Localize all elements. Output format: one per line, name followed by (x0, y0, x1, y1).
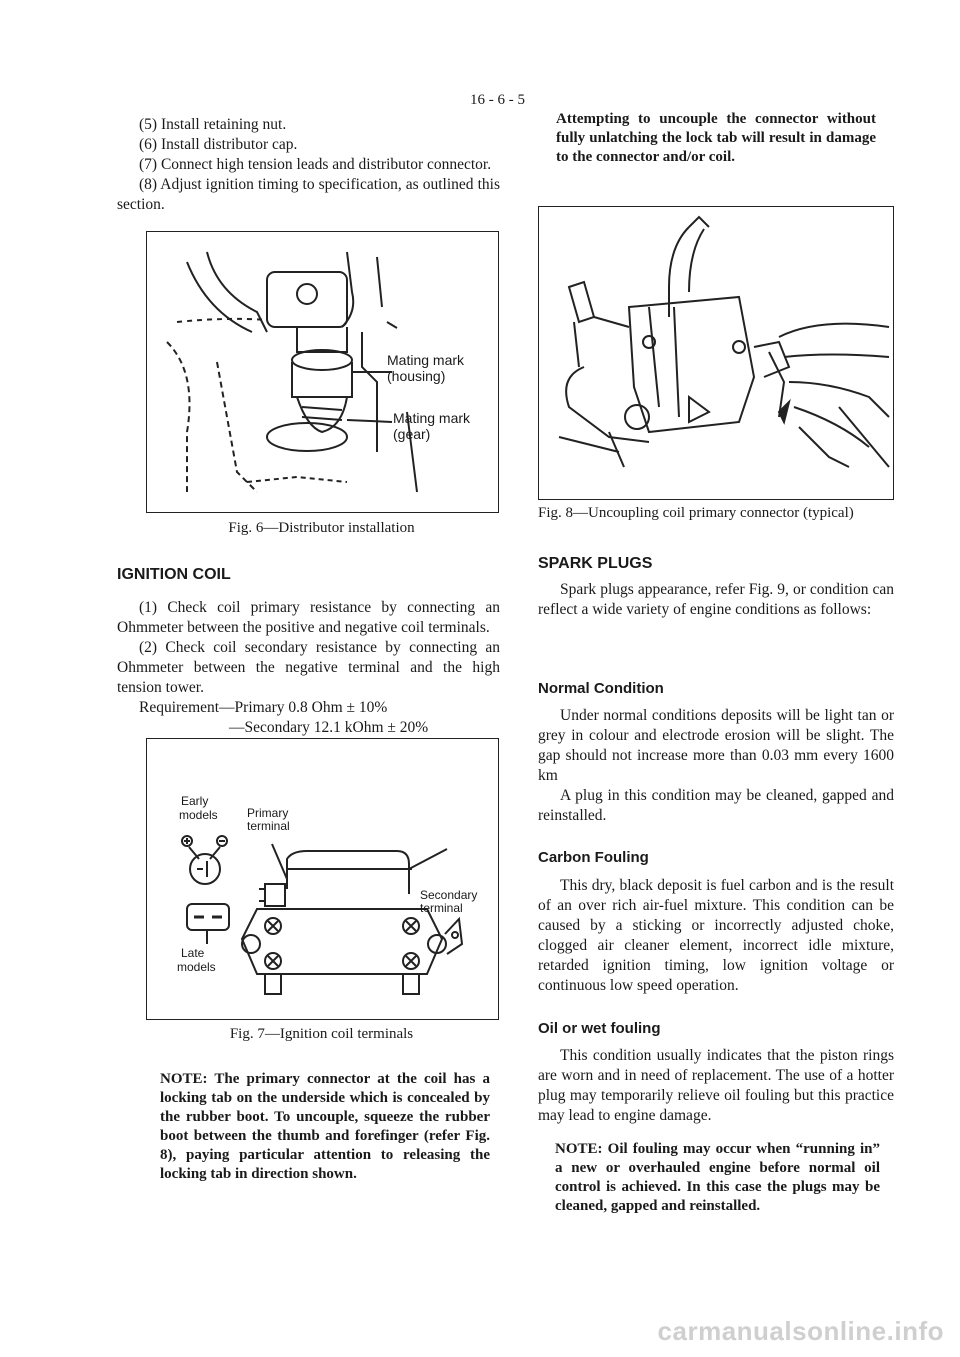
ignition-coil-text (117, 598, 500, 738)
connector-drawing (539, 207, 893, 499)
fig6-distributor-figure (146, 231, 499, 513)
step-7: (7) Connect high tension leads and distributor connector. (139, 156, 492, 173)
early-models-label-1: Early (181, 794, 209, 808)
step-6: (6) Install distributor cap. (139, 136, 298, 153)
ignition-coil-req2: —Secondary 12.1 kOhm ± 20% (229, 719, 429, 736)
fig8-caption: Fig. 8—Uncoupling coil primary connector (typical) (538, 505, 854, 521)
fig7-coil-terminals-figure (146, 738, 499, 1020)
spark-plugs-heading: SPARK PLUGS (538, 555, 653, 572)
step-8: (8) Adjust ignition timing to specification, as outlined this section. (117, 176, 500, 213)
oil-fouling-heading: Oil or wet fouling (538, 1020, 661, 1037)
late-models-label-2: models (177, 960, 216, 974)
connector-note (160, 1070, 490, 1184)
oil-fouling-note-text: NOTE: Oil fouling may occur when “running in” a new or overhauled engine before normal oil control is achieved. In this case the plugs may be cleaned, gapped and reinstalled. (555, 1141, 880, 1214)
uncouple-warning (556, 110, 876, 167)
carbon-fouling-p1: This dry, black deposit is fuel carbon and is the result of an over rich air-fuel mixture. This condition can be caused by a sticking or incorrectly adjusted choke, clogged air cleaner element, incorrect idle mixture, retarded ignition timing, low ignition voltage or continuous low speed operation. (538, 877, 894, 994)
normal-condition-heading: Normal Condition (538, 680, 664, 697)
spark-plugs-text (538, 580, 894, 620)
ignition-coil-req1: Requirement—Primary 0.8 Ohm ± 10% (139, 699, 388, 716)
ignition-coil-heading: IGNITION COIL (117, 566, 231, 583)
coil-terminals-drawing (147, 739, 498, 1019)
secondary-terminal-label-1: Secondary (420, 888, 478, 902)
secondary-terminal-label-2: terminal (420, 901, 463, 915)
install-steps (117, 115, 500, 215)
watermark: carmanualsonline.info (657, 1316, 944, 1346)
normal-condition-text (538, 706, 894, 826)
early-models-label-2: models (179, 808, 218, 822)
normal-condition-p1: Under normal conditions deposits will be light tan or grey in colour and electrode erosion will be slight. The gap should not increase more than 0.03 mm every 1600 km (538, 707, 894, 784)
page-number: 16 - 6 - 5 (470, 92, 525, 108)
step-5: (5) Install retaining nut. (139, 116, 287, 133)
gear-mark-label-1: Mating mark (393, 410, 471, 426)
fig6-caption: Fig. 6—Distributor installation (228, 520, 415, 536)
housing-mark-label-1: Mating mark (387, 352, 465, 368)
connector-note-text: NOTE: The primary connector at the coil has a locking tab on the underside which is concealed by the rubber boot. To uncouple, squeeze the rubber boot between the thumb and forefinger (refer Fig. 8), paying particular attention to releasing the locking tab in direction shown. (160, 1071, 490, 1182)
carbon-fouling-heading: Carbon Fouling (538, 849, 649, 866)
oil-fouling-note (555, 1140, 880, 1216)
spark-plugs-intro: Spark plugs appearance, refer Fig. 9, or condition can reflect a wide variety of engine conditions as follows: (538, 581, 894, 618)
fig8-connector-figure (538, 206, 894, 500)
normal-condition-p2: A plug in this condition may be cleaned, gapped and reinstalled. (538, 787, 894, 824)
housing-mark-label-2: (housing) (387, 368, 446, 384)
oil-fouling-text (538, 1046, 894, 1126)
ignition-coil-p1: (1) Check coil primary resistance by connecting an Ohmmeter between the positive and negative coil terminals. (117, 599, 500, 636)
ignition-coil-p2: (2) Check coil secondary resistance by connecting an Ohmmeter between the negative terminal and the high tension tower. (117, 639, 500, 696)
primary-terminal-label-1: Primary (247, 806, 289, 820)
late-models-label-1: Late (181, 946, 205, 960)
uncouple-warning-text: Attempting to uncouple the connector without fully unlatching the lock tab will result in damage to the connector and/or coil. (556, 111, 876, 165)
carbon-fouling-text (538, 876, 894, 996)
primary-terminal-label-2: terminal (247, 819, 290, 833)
fig7-caption: Fig. 7—Ignition coil terminals (229, 1026, 414, 1042)
gear-mark-label-2: (gear) (393, 426, 431, 442)
oil-fouling-p1: This condition usually indicates that the piston rings are worn and in need of replacement. The use of a hotter plug may temporarily relieve oil fouling but this practice may lead to engine damage. (538, 1047, 894, 1124)
